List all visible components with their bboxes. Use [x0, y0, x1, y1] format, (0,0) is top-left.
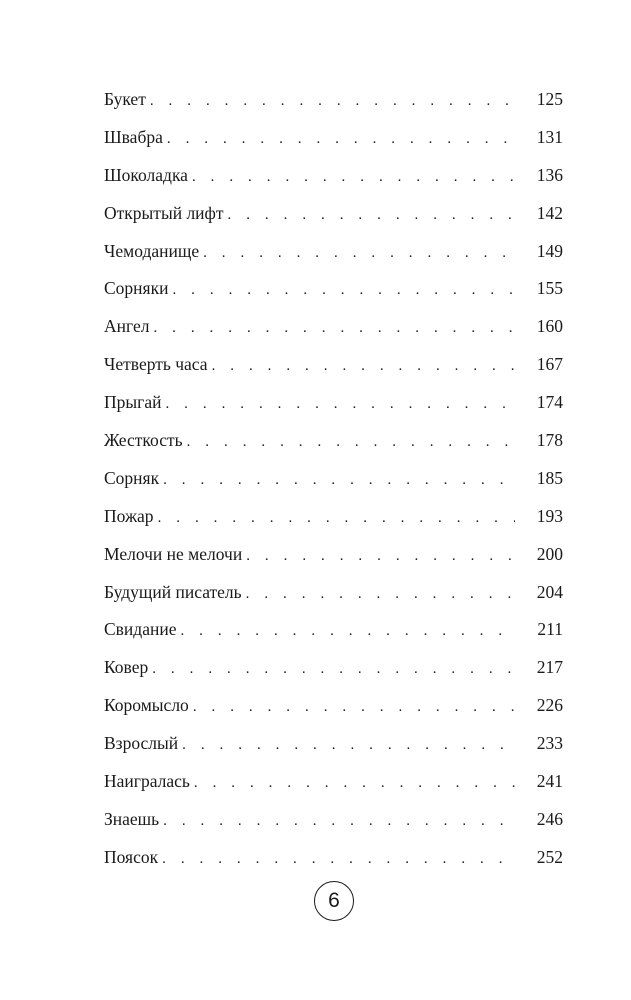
dot-leader [203, 235, 515, 273]
toc-entry-title: Знаешь [104, 808, 160, 829]
toc-entry-page: 142 [536, 202, 563, 223]
dot-leader [150, 83, 515, 121]
toc-entry-page: 226 [536, 695, 563, 716]
toc-entry-title: Коромысло [104, 695, 189, 716]
toc-entry[interactable] [104, 649, 563, 687]
page-number-badge [314, 881, 354, 921]
toc-entry[interactable] [104, 384, 563, 422]
toc-entry-title: Пожар [104, 505, 154, 526]
toc-entry-title: Будущий писатель [104, 581, 242, 602]
toc-entry-page: 211 [537, 619, 563, 640]
toc-entry-page: 136 [536, 164, 563, 185]
toc-entry-title: Четверть часа [104, 354, 208, 375]
dot-leader [192, 159, 515, 197]
toc-entry-title: Взрослый [104, 733, 179, 754]
toc-entry-page: 252 [536, 846, 563, 867]
toc-entry-page: 200 [536, 543, 563, 564]
toc-entry-page: 185 [536, 467, 563, 488]
dot-leader [167, 121, 515, 159]
dot-leader [152, 651, 515, 689]
dot-leader [165, 386, 515, 424]
toc-entry[interactable] [104, 536, 563, 574]
toc-entry[interactable] [104, 611, 563, 649]
dot-leader [246, 538, 515, 576]
toc-entry-page: 160 [536, 316, 563, 337]
toc-entry-page: 193 [536, 505, 563, 526]
dot-leader [212, 348, 515, 386]
toc-entry-title: Сорняк [104, 467, 160, 488]
dot-leader [193, 689, 515, 727]
toc-entry-page: 204 [536, 581, 563, 602]
table-of-contents [104, 81, 563, 877]
toc-entry-page: 125 [536, 89, 563, 109]
dot-leader [162, 841, 515, 879]
toc-entry-page: 174 [536, 392, 563, 413]
toc-entry[interactable] [104, 233, 563, 271]
toc-entry-page: 149 [536, 240, 563, 261]
toc-entry-title: Наигралась [104, 771, 190, 792]
toc-entry[interactable] [104, 801, 563, 839]
toc-entry-title: Шоколадка [104, 164, 188, 185]
toc-entry-title: Ковер [104, 657, 149, 678]
toc-entry[interactable] [104, 574, 563, 612]
toc-entry-page: 131 [536, 126, 563, 147]
toc-entry[interactable] [104, 687, 563, 725]
dot-leader [158, 500, 515, 538]
toc-entry[interactable] [104, 422, 563, 460]
toc-entry-page: 233 [536, 733, 563, 754]
toc-entry[interactable] [104, 763, 563, 801]
toc-entry-page: 217 [536, 657, 563, 678]
toc-entry-title: Ангел [104, 316, 150, 337]
toc-entry-title: Поясок [104, 846, 159, 867]
dot-leader [163, 803, 515, 841]
toc-entry-title: Мелочи не мелочи [104, 543, 243, 564]
page-number: 6 [328, 889, 340, 912]
toc-entry[interactable] [104, 270, 563, 308]
toc-entry[interactable] [104, 157, 563, 195]
toc-entry-page: 155 [536, 278, 563, 299]
toc-entry-page: 241 [536, 771, 563, 792]
toc-entry-page: 178 [536, 430, 563, 451]
toc-entry-title: Букет [104, 89, 146, 109]
toc-entry-title: Швабра [104, 126, 163, 147]
toc-entry[interactable] [104, 81, 563, 119]
dot-leader [182, 727, 515, 765]
toc-entry-title: Открытый лифт [104, 202, 224, 223]
dot-leader [153, 310, 515, 348]
dot-leader [172, 272, 515, 310]
dot-leader [180, 613, 515, 651]
dot-leader [187, 424, 515, 462]
toc-entry-title: Сорняки [104, 278, 169, 299]
dot-leader [194, 765, 515, 803]
toc-entry[interactable] [104, 308, 563, 346]
toc-entry-title: Прыгай [104, 392, 162, 413]
toc-entry-title: Свидание [104, 619, 177, 640]
toc-entry[interactable] [104, 725, 563, 763]
dot-leader [228, 197, 515, 235]
dot-leader [163, 462, 515, 500]
toc-entry[interactable] [104, 119, 563, 157]
toc-entry[interactable] [104, 839, 563, 877]
toc-entry[interactable] [104, 460, 563, 498]
toc-entry-title: Жесткость [104, 430, 183, 451]
toc-entry-page: 167 [536, 354, 563, 375]
toc-entry-page: 246 [536, 808, 563, 829]
toc-entry-title: Чемоданище [104, 240, 200, 261]
toc-entry[interactable] [104, 346, 563, 384]
toc-entry[interactable] [104, 195, 563, 233]
dot-leader [246, 576, 515, 614]
toc-entry[interactable] [104, 498, 563, 536]
